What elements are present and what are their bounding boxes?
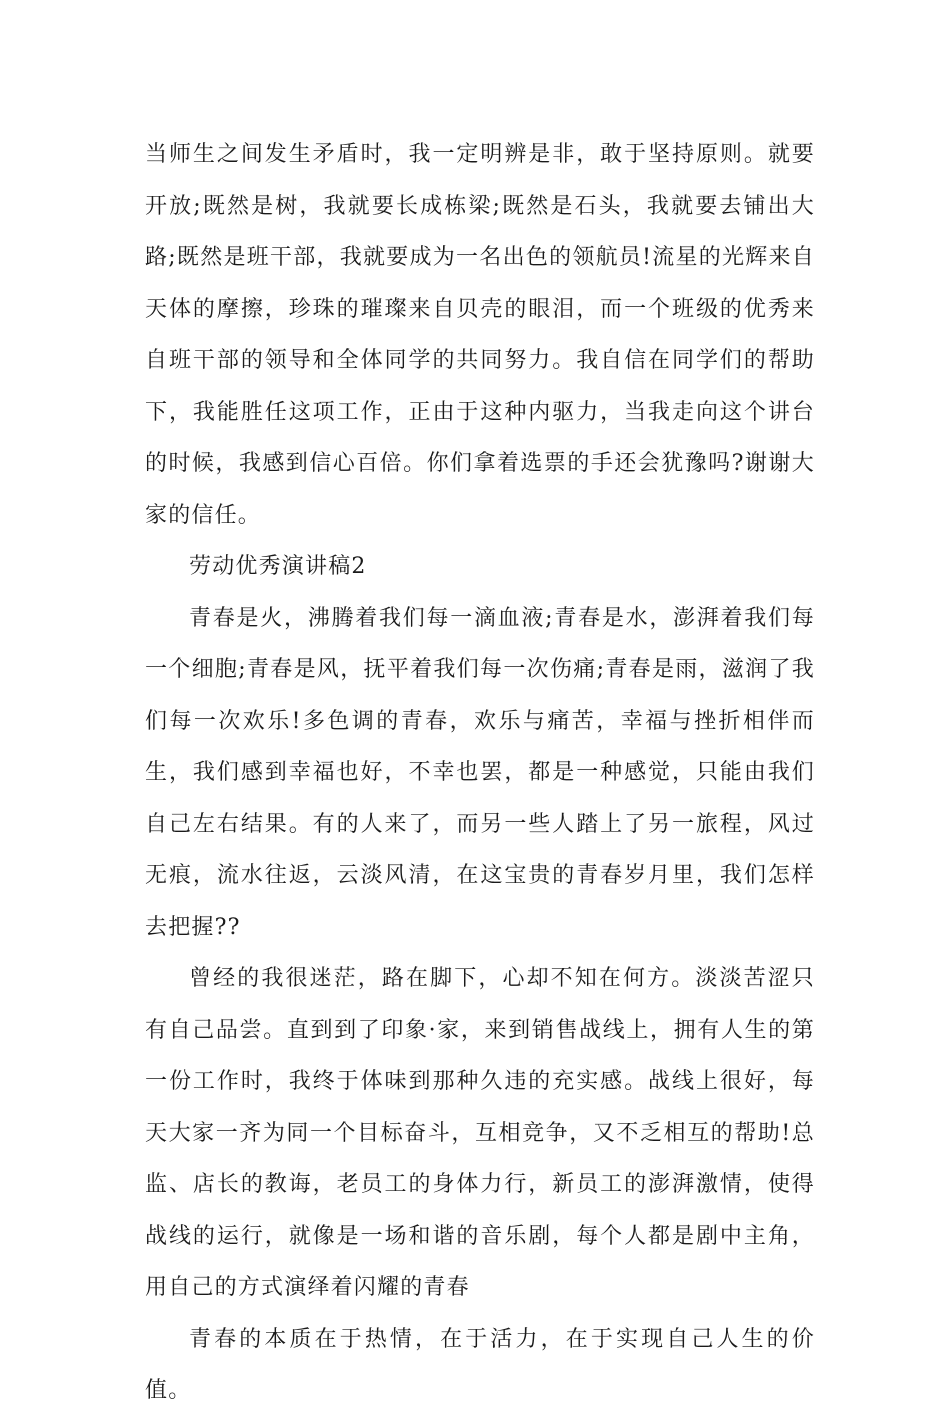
document-body bbox=[145, 129, 815, 1417]
paragraph-youth-metaphor: 青春是火，沸腾着我们每一滴血液;青春是水，澎湃着我们每一个细胞;青春是风，抚平着我们每一次伤痛;青春是雨，滋润了我们每一次欢乐!多色调的青春，欢乐与痛苦，幸福与挫折相伴而生，我们感到幸福也好，不幸也罢，都是一种感觉，只能由我们自己左右结果。有的人来了，而另一些人踏上了另一旅程，风过无痕，流水往返，云淡风清，在这宝贵的青春岁月里，我们怎样去把握?? bbox=[145, 605, 815, 940]
paragraph-work-experience: 曾经的我很迷茫，路在脚下，心却不知在何方。淡淡苦涩只有自己品尝。直到到了印象·家，来到销售战线上，拥有人生的第一份工作时，我终于体味到那种久违的充实感。战线上很好，每天大家一齐为同一个目标奋斗，互相竞争，又不乏相互的帮助!总监、店长的教诲，老员工的身体力行，新员工的澎湃激情，使得战线的运行，就像是一场和谐的音乐剧，每个人都是剧中主角，用自己的方式演绎着闪耀的青春 bbox=[145, 966, 815, 1300]
section-heading: 劳动优秀演讲稿2 bbox=[189, 554, 367, 579]
paragraph-youth-essence: 青春的本质在于热情，在于活力，在于实现自己人生的价值。 bbox=[145, 1326, 815, 1403]
paragraph-continuation: 当师生之间发生矛盾时，我一定明辨是非，敢于坚持原则。就要开放;既然是树，我就要长成栋梁;既然是石头，我就要去铺出大路;既然是班干部，我就要成为一名出色的领航员!流星的光辉来自天体的摩擦，珍珠的璀璨来自贝壳的眼泪，而一个班级的优秀来自班干部的领导和全体同学的共同努力。我自信在同学们的帮助下，我能胜任这项工作，正由于这种内驱力，当我走向这个讲台的时候，我感到信心百倍。你们拿着选票的手还会犹豫吗?谢谢大家的信任。 bbox=[145, 142, 815, 528]
